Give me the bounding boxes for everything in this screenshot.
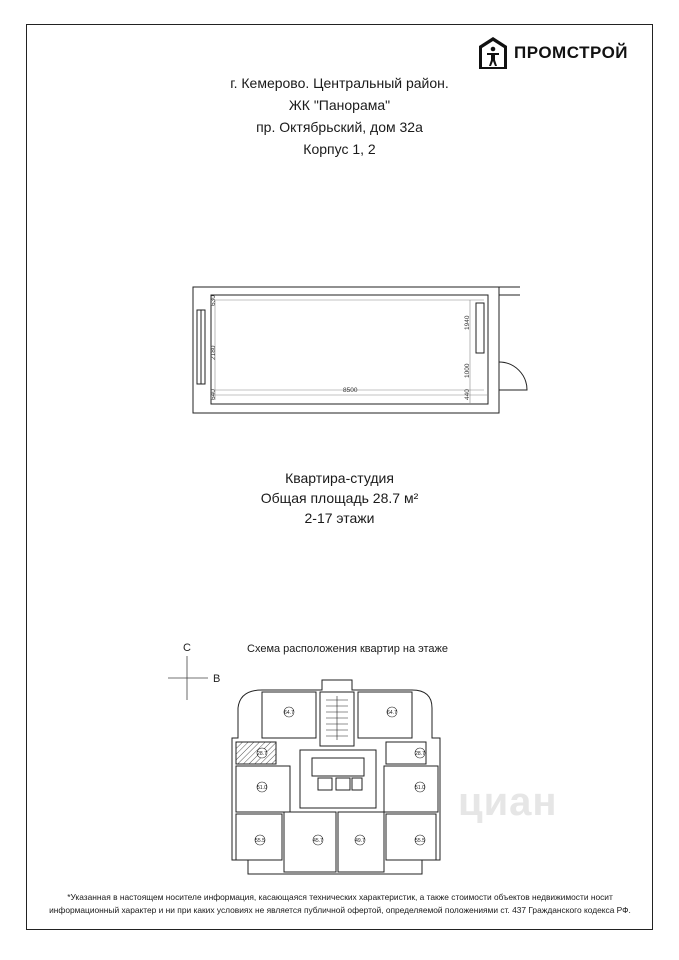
unit-ne <box>358 692 412 738</box>
brand-name: ПРОМСТРОЙ <box>514 43 629 62</box>
unit-sw <box>236 814 282 860</box>
unit-label-east-mid: 51.0 <box>415 785 425 791</box>
apartment-area: Общая площадь 28.7 м² <box>260 490 419 506</box>
compass-north-label: С <box>183 642 191 654</box>
dim-bottom-left: 640 <box>210 389 217 400</box>
lift-lobby <box>312 758 364 776</box>
scheme-title: Схема расположения квартир на этаже <box>247 643 448 655</box>
unit-label-s-left: 45.7 <box>313 838 323 844</box>
watermark: циан <box>458 780 558 824</box>
dim-right-bottom: 440 <box>464 389 471 400</box>
address-street: пр. Октябрьский, дом 32а <box>256 119 423 135</box>
unit-label-sw: 55.5 <box>255 838 265 844</box>
dim-right-top: 1940 <box>464 315 471 330</box>
unit-west-highlighted <box>236 742 276 764</box>
dim-length: 8500 <box>343 387 358 394</box>
address-building: Корпус 1, 2 <box>303 141 376 157</box>
unit-s-left <box>284 812 336 872</box>
dim-top-left: 630 <box>210 295 217 306</box>
unit-label-east-small: 28.7 <box>415 751 425 757</box>
corridor <box>300 750 376 808</box>
compass-east-label: В <box>213 673 221 685</box>
address-complex: ЖК "Панорама" <box>288 97 391 113</box>
unit-label-west-mid: 51.0 <box>257 785 267 791</box>
disclaimer-line-2: информационный характер и ни при каких условиях не является публичной офертой, определяемой положениями ст. 437 Гражданского кодекса РФ. <box>49 905 631 915</box>
elevator-1 <box>318 778 332 790</box>
apartment-floors: 2-17 этажи <box>304 510 375 526</box>
unit-label-west-small: 28.7 <box>257 751 267 757</box>
unit-east-mid <box>384 766 438 812</box>
dim-right-mid: 1000 <box>464 363 471 378</box>
disclaimer <box>40 891 640 917</box>
apartment-type: Квартира-студия <box>285 470 394 486</box>
unit-label-se: 55.5 <box>415 838 425 844</box>
unit-label-s-right: 49.7 <box>355 838 365 844</box>
unit-label-nw: 64.7 <box>284 710 294 716</box>
elevator-2 <box>336 778 350 790</box>
unit-se <box>386 814 436 860</box>
elevator-3 <box>352 778 362 790</box>
address-city: г. Кемерово. Центральный район. <box>230 75 449 91</box>
dim-left: 2180 <box>210 345 217 360</box>
disclaimer-line-1: *Указанная в настоящем носителе информация, касающаяся технических характеристик, а также стоимости объектов недвижимости носит <box>67 892 613 902</box>
unit-label-ne: 64.7 <box>387 710 397 716</box>
